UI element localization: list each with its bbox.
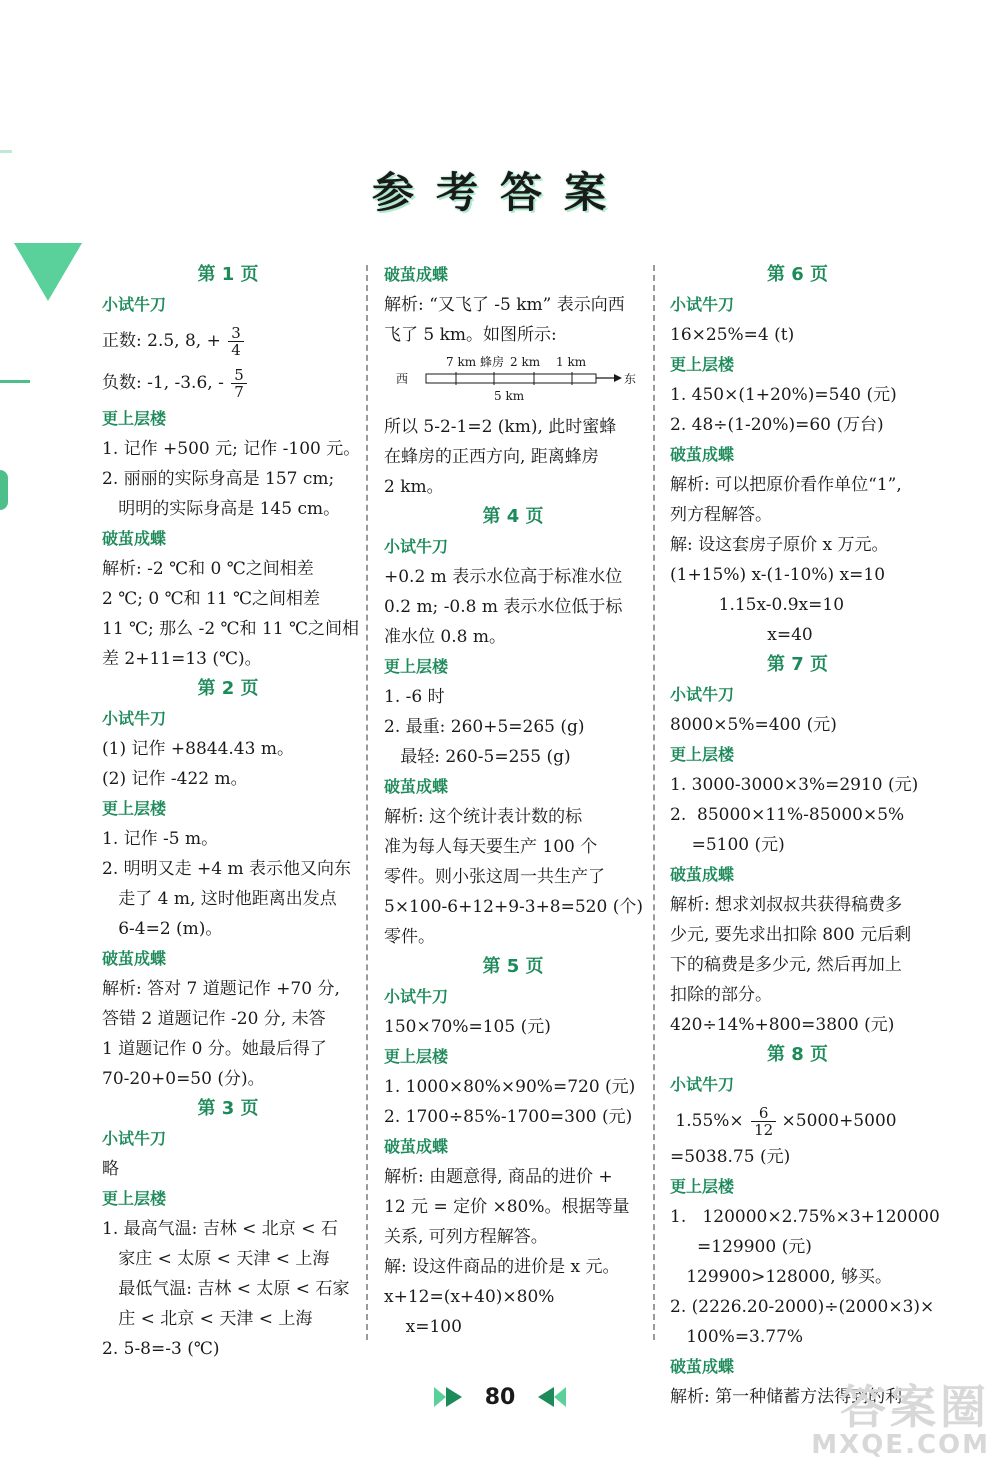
answer-line: 零件。则小张这周一共生产了 (384, 867, 605, 887)
answer-line: 12 元 = 定价 ×80%。根据等量 (384, 1197, 630, 1217)
section-label: 小试牛刀 (670, 295, 735, 314)
fraction-line (102, 362, 354, 404)
distance-label-1km: 1 km (556, 355, 587, 369)
answer-line: 2. 丽丽的实际身高是 157 cm; (102, 469, 335, 489)
answer-line: 略 (102, 1159, 119, 1179)
answer-line: 2. 明明又走 +4 m 表示他又向东 (102, 859, 352, 879)
answer-line: 在蜂房的正西方向, 距离蜂房 (384, 447, 599, 467)
section-label: 破茧成蝶 (102, 949, 167, 968)
route-diagram-svg (384, 350, 637, 412)
answer-line: 11 ℃; 那么 -2 ℃和 11 ℃之间相 (102, 619, 360, 639)
page-heading: 第 5 页 (482, 956, 544, 977)
answer-line: 1 道题记作 0 分。她最后得了 (102, 1039, 327, 1059)
bee-route-diagram (384, 350, 642, 412)
answer-line: x=40 (670, 625, 813, 645)
page-heading: 第 8 页 (766, 1044, 829, 1065)
answer-line: 飞了 5 km。如图所示: (384, 325, 557, 345)
edge-decoration (0, 380, 30, 383)
section-label: 破茧成蝶 (384, 777, 449, 796)
page-title: 参考答案 (371, 168, 628, 217)
fraction-prefix: 1.55%× (670, 1111, 750, 1131)
fraction-prefix: 正数: 2.5, 8, + (102, 331, 227, 351)
answer-line: 下的稿费是多少元, 然后再加上 (670, 955, 902, 975)
watermark-url: MXQE.COM (811, 1430, 990, 1460)
section-label: 更上层楼 (384, 657, 449, 676)
answer-line: 8000×5%=400 (元) (670, 715, 837, 735)
answer-line: 解析: 答对 7 道题记作 +70 分, (102, 979, 340, 999)
section-label: 更上层楼 (384, 1047, 449, 1066)
fraction-denominator: 4 (231, 341, 241, 359)
section-label: 小试牛刀 (102, 1129, 167, 1148)
answer-line: 2. 85000×11%-85000×5% (670, 805, 905, 825)
answer-line: 解: 设这件商品的进价是 x 元。 (384, 1257, 620, 1277)
distance-label-2km: 2 km (510, 355, 541, 369)
column-divider (366, 265, 368, 1340)
answer-line: 129900>128000, 够买。 (670, 1267, 893, 1287)
answer-line: =5100 (元) (670, 835, 785, 855)
watermark-logo-text: 答案圈 (840, 1380, 990, 1434)
answer-column-3 (670, 260, 940, 1412)
edge-decoration (0, 470, 8, 510)
distance-label-5km: 5 km (494, 389, 525, 403)
page-heading: 第 6 页 (766, 264, 829, 285)
answer-line: 2 ℃; 0 ℃和 11 ℃之间相差 (102, 589, 321, 609)
east-label: 东 (624, 372, 637, 386)
page-heading: 第 4 页 (482, 506, 544, 527)
answer-line: 零件。 (384, 927, 435, 947)
fraction-denominator: 7 (234, 383, 244, 401)
answer-line: 明明的实际身高是 145 cm。 (102, 499, 341, 519)
answer-line: 2. (2226.20-2000)÷(2000×3)× (670, 1297, 935, 1317)
section-label: 更上层楼 (670, 745, 735, 764)
fraction-numerator: 6 (751, 1105, 776, 1122)
edge-decoration (0, 150, 12, 153)
answer-line: 扣除的部分。 (670, 985, 772, 1005)
fraction-line (102, 320, 354, 362)
section-label: 更上层楼 (670, 1177, 735, 1196)
answer-line: 2. 最重: 260+5=265 (g) (384, 717, 585, 737)
answer-line: 解析: 想求刘叔叔共获得稿费多 (670, 895, 903, 915)
answer-column-1 (102, 260, 361, 1364)
answer-line: 1. 3000-3000×3%=2910 (元) (670, 775, 919, 795)
answer-line: 列方程解答。 (670, 505, 772, 525)
answer-line: 2. 48÷(1-20%)=60 (万台) (670, 415, 884, 435)
answer-line: 最低气温: 吉林 < 太原 < 石家 (102, 1279, 350, 1299)
fraction (751, 1105, 776, 1138)
section-label: 破茧成蝶 (384, 265, 449, 284)
answer-line: 解析: “又飞了 -5 km” 表示向西 (384, 295, 625, 315)
section-label: 小试牛刀 (670, 685, 735, 704)
fraction-prefix: 负数: -1, -3.6, - (102, 373, 230, 393)
answer-line: (1) 记作 +8844.43 m。 (102, 739, 294, 759)
answer-line: 2. 5-8=-3 (℃) (102, 1339, 220, 1359)
section-label: 更上层楼 (102, 799, 167, 818)
answer-line: 解析: 第一种储蓄方法得到的利 (670, 1387, 903, 1407)
answer-line: 差 2+11=13 (℃)。 (102, 649, 262, 669)
answer-line: 0.2 m; -0.8 m 表示水位低于标 (384, 597, 623, 617)
answer-line: 解析: 这个统计表计数的标 (384, 807, 583, 827)
answer-line: 70-20+0=50 (分)。 (102, 1069, 265, 1089)
answer-line: 420÷14%+800=3800 (元) (670, 1015, 895, 1035)
answer-column-2 (384, 260, 642, 1342)
answer-line: 准水位 0.8 m。 (384, 627, 506, 647)
section-label: 破茧成蝶 (670, 1357, 735, 1376)
section-label: 小试牛刀 (384, 537, 449, 556)
fraction-numerator: 5 (231, 367, 247, 384)
answer-line: 2. 1700÷85%-1700=300 (元) (384, 1107, 633, 1127)
section-label: 小试牛刀 (384, 987, 449, 1006)
fraction (231, 367, 247, 400)
answer-line: 庄 < 北京 < 天津 < 上海 (102, 1309, 313, 1329)
answer-line: 1. 1000×80%×90%=720 (元) (384, 1077, 636, 1097)
section-label: 破茧成蝶 (670, 445, 735, 464)
section-label: 小试牛刀 (102, 295, 167, 314)
answer-line: 1. 记作 -5 m。 (102, 829, 219, 849)
section-label: 破茧成蝶 (670, 865, 735, 884)
answer-line: 走了 4 m, 这时他距离出发点 (102, 889, 337, 909)
answer-line: 1. -6 时 (384, 687, 445, 707)
answer-line: 150×70%=105 (元) (384, 1017, 551, 1037)
answer-line: 1.15x-0.9x=10 (670, 595, 845, 615)
answer-line: 16×25%=4 (t) (670, 325, 795, 345)
page-heading: 第 3 页 (197, 1098, 259, 1119)
answer-line: 1. 120000×2.75%×3+120000 (670, 1207, 940, 1227)
answer-line: 解析: 由题意得, 商品的进价 + (384, 1167, 613, 1187)
page-number: 80 (484, 1384, 516, 1410)
column-divider (653, 265, 655, 1340)
east-arrow-icon (614, 374, 622, 382)
answer-line: (1+15%) x-(1-10%) x=10 (670, 565, 886, 585)
fraction-suffix: ×5000+5000 (776, 1111, 897, 1131)
route-bar (426, 374, 596, 383)
answer-line: =5038.75 (元) (670, 1147, 791, 1167)
section-label: 破茧成蝶 (384, 1137, 449, 1156)
answer-line: 关系, 可列方程解答。 (384, 1227, 548, 1247)
answer-line: 解析: -2 ℃和 0 ℃之间相差 (102, 559, 314, 579)
answer-line: x+12=(x+40)×80% (384, 1287, 555, 1307)
answer-line: 100%=3.77% (670, 1327, 804, 1347)
answer-line: 1. 最高气温: 吉林 < 北京 < 石 (102, 1219, 338, 1239)
answer-line: 最轻: 260-5=255 (g) (384, 747, 571, 767)
answer-line: 1. 450×(1+20%)=540 (元) (670, 385, 897, 405)
answer-line: 6-4=2 (m)。 (102, 919, 223, 939)
answer-line: 准为每人每天要生产 100 个 (384, 837, 598, 857)
forward-arrows-icon (432, 1384, 466, 1410)
answer-line: 答错 2 道题记作 -20 分, 未答 (102, 1009, 326, 1029)
answer-line: 5×100-6+12+9-3+8=520 (个) (384, 897, 643, 917)
section-label: 更上层楼 (102, 1189, 167, 1208)
watermark (811, 1380, 990, 1460)
section-label: 更上层楼 (670, 355, 735, 374)
answer-line: 1. 记作 +500 元; 记作 -100 元。 (102, 439, 361, 459)
green-triangle-decoration (14, 243, 82, 301)
answer-line: +0.2 m 表示水位高于标准水位 (384, 567, 623, 587)
answer-line: 少元, 要先求出扣除 800 元后剩 (670, 925, 912, 945)
west-label: 西 (396, 372, 409, 386)
section-label: 破茧成蝶 (102, 529, 167, 548)
page-heading: 第 1 页 (197, 264, 259, 285)
section-label: 更上层楼 (102, 409, 167, 428)
section-label: 小试牛刀 (670, 1075, 735, 1094)
section-label: 小试牛刀 (102, 709, 167, 728)
page-heading: 第 2 页 (197, 678, 259, 699)
answer-line: 解析: 可以把原价看作单位“1”, (670, 475, 902, 495)
page-heading: 第 7 页 (766, 654, 829, 675)
distance-label-7km: 7 km (446, 355, 477, 369)
hive-label: 蜂房 (480, 355, 505, 369)
fraction-numerator: 3 (228, 325, 244, 342)
answer-line: 所以 5-2-1=2 (km), 此时蜜蜂 (384, 417, 617, 437)
fraction-line (670, 1100, 925, 1142)
answer-line: (2) 记作 -422 m。 (102, 769, 248, 789)
fraction-denominator: 12 (754, 1121, 774, 1139)
answer-line: 解: 设这套房子原价 x 万元。 (670, 535, 889, 555)
answer-line: x=100 (384, 1317, 462, 1337)
backward-arrows-icon (534, 1384, 568, 1410)
answer-line: 家庄 < 太原 < 天津 < 上海 (102, 1249, 330, 1269)
answer-line: 2 km。 (384, 477, 444, 497)
answer-line: =129900 (元) (670, 1237, 812, 1257)
fraction (228, 325, 244, 358)
